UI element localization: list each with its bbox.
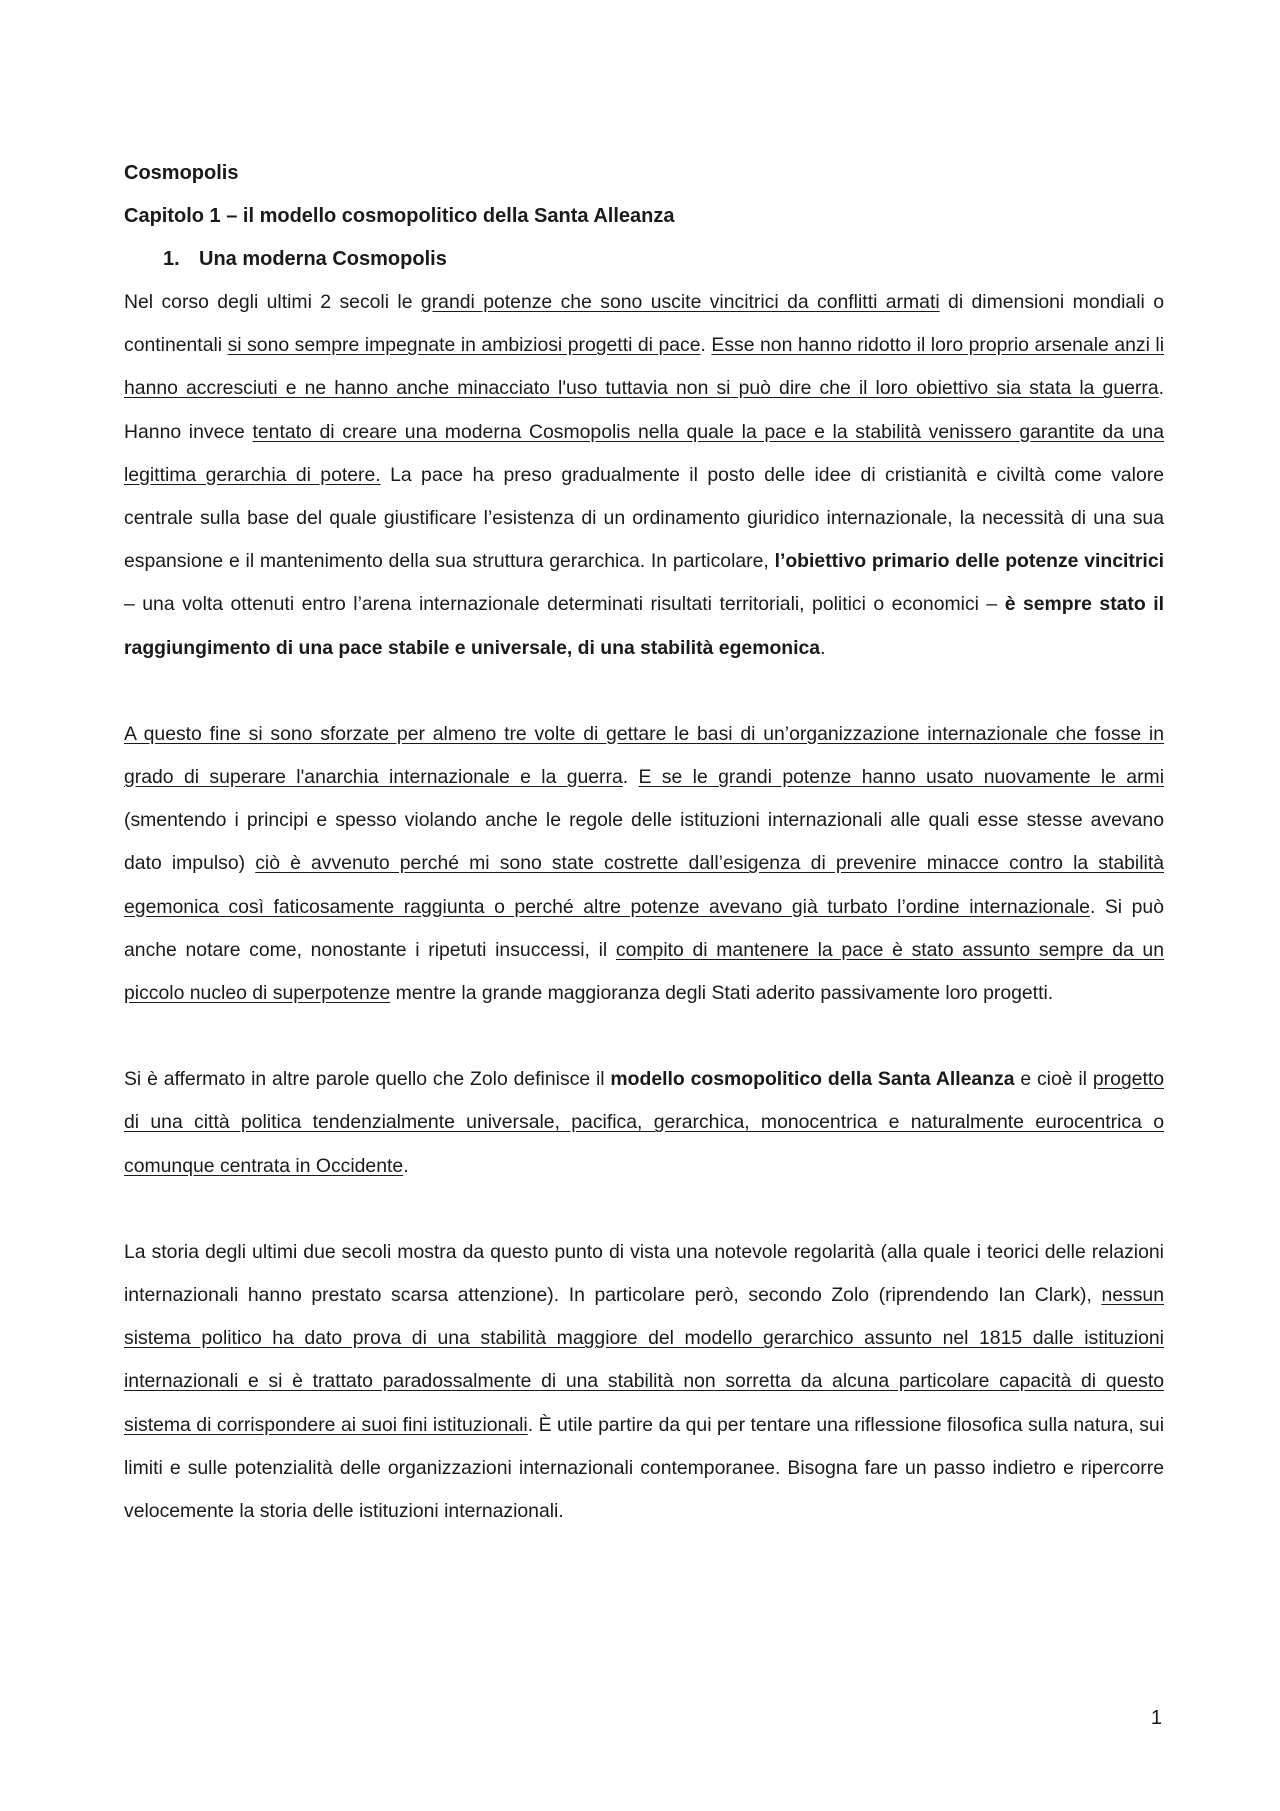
text-run: di dimensioni mondiali o continentali bbox=[124, 291, 1164, 357]
paragraph bbox=[124, 1231, 1164, 1533]
text-run: . bbox=[700, 334, 712, 357]
underlined-text: compito di mantenere la pace è stato assunto sempre da un piccolo nucleo di superpotenze bbox=[124, 938, 1165, 1005]
text-run: . Hanno invece bbox=[124, 377, 1164, 443]
text-run: Si è affermato in altre parole quello che Zolo definisce il bbox=[124, 1068, 611, 1091]
paragraph bbox=[124, 713, 1164, 1015]
text-run: Nel corso degli ultimi 2 secoli le bbox=[124, 291, 421, 313]
underlined-text: grandi potenze che sono uscite vincitrici da conflitti armati bbox=[420, 291, 940, 313]
bold-text: modello cosmopolitico della Santa Alleanza bbox=[610, 1068, 1015, 1091]
text-run: La pace ha preso gradualmente il posto delle idee di cristianità e civiltà come valore centrale sulla base del quale giustificare l’esistenza di un ordinamento giuridico internazionale, la necessità di una sua espansione e il mantenimento della sua struttura gerarchica. In particolare, bbox=[124, 463, 1165, 573]
underlined-text: ciò è avvenuto perché mi sono state costrette dall’esigenza di prevenire minacce contro la stabilità egemonica così faticosamente raggiunta o perché altre potenze avevano già turbato l’ordine internazionale bbox=[124, 852, 1164, 918]
text-run: mentre la grande maggioranza degli Stati aderito passivamente loro progetti. bbox=[390, 982, 1054, 1005]
underlined-text: nessun sistema politico ha dato prova di una stabilità maggiore del modello gerarchico assunto nel 1815 dalle istituzioni internazionali e si è trattato paradossalmente di una stabilità non sorretta da alcuna particolare capacità di questo sistema di corrispondere ai suoi fini istituzionali bbox=[124, 1284, 1164, 1436]
text-run: La storia degli ultimi due secoli mostra da questo punto di vista una notevole regolarità (alla quale i teorici delle relazioni internazionali hanno prestato scarsa attenzione). In particolare però, secondo Zolo (riprendendo Ian Clark), bbox=[124, 1240, 1164, 1307]
text-run: . bbox=[403, 1154, 409, 1177]
underlined-text: tentato di creare una moderna Cosmopolis nella quale la pace e la stabilità venissero garantite da una legittima gerarchia di potere. bbox=[124, 420, 1164, 486]
section-title: Una moderna Cosmopolis bbox=[199, 248, 447, 270]
bold-text: l’obiettivo primario delle potenze vincitrici bbox=[774, 550, 1164, 573]
text-run: – una volta ottenuti entro l’arena internazionale determinati risultati territoriali, politici o economici – bbox=[124, 593, 1005, 616]
underlined-text: progetto di una città politica tendenzialmente universale, pacifica, gerarchica, monocentrica e naturalmente eurocentrica o comunque centrata in Occidente bbox=[124, 1068, 1164, 1177]
underlined-text: si sono sempre impegnate in ambiziosi progetti di pace bbox=[227, 334, 701, 357]
text-run: (smentendo i principi e spesso violando anche le regole delle istituzioni internazionali alle quali esse stesse avevano dato impulso) bbox=[124, 809, 1164, 875]
text-run: . Si può anche notare come, nonostante i ripetuti insuccessi, il bbox=[124, 895, 1164, 961]
underlined-text: A questo fine si sono sforzate per almeno tre volte di gettare le basi di un’organizzazione internazionale che fosse in grado di superare l'anarchia internazionale e la guerra bbox=[124, 722, 1164, 789]
body-text bbox=[124, 281, 1164, 1533]
document-title: Cosmopolis bbox=[124, 162, 239, 184]
chapter-title: Capitolo 1 – il modello cosmopolitico della Santa Alleanza bbox=[124, 205, 675, 227]
paragraph bbox=[124, 1058, 1164, 1188]
underlined-text: E se le grandi potenze hanno usato nuovamente le armi bbox=[638, 766, 1164, 789]
text-run: e cioè il bbox=[1014, 1068, 1093, 1091]
paragraph bbox=[124, 281, 1164, 670]
bold-text: è sempre stato il raggiungimento di una pace stabile e universale, di una stabilità egemonica bbox=[124, 593, 1164, 659]
section-number: 1. bbox=[163, 248, 180, 270]
text-run: . bbox=[622, 766, 639, 789]
text-run: . È utile partire da qui per tentare una riflessione filosofica sulla natura, sui limiti e sulle potenzialità delle organizzazioni internazionali contemporanee. Bisogna fare un passo indietro e ripercorre velocemente la storia delle istituzioni internazionali. bbox=[124, 1413, 1164, 1523]
text-run: . bbox=[820, 636, 826, 659]
underlined-text: Esse non hanno ridotto il loro proprio arsenale anzi li hanno accresciuti e ne hanno anche minacciato l'uso tuttavia non si può dire che il loro obiettivo sia stata la guerra bbox=[124, 334, 1164, 400]
page-content bbox=[124, 152, 1164, 1533]
section-heading bbox=[163, 238, 1164, 281]
page-number: 1 bbox=[1150, 1707, 1162, 1729]
